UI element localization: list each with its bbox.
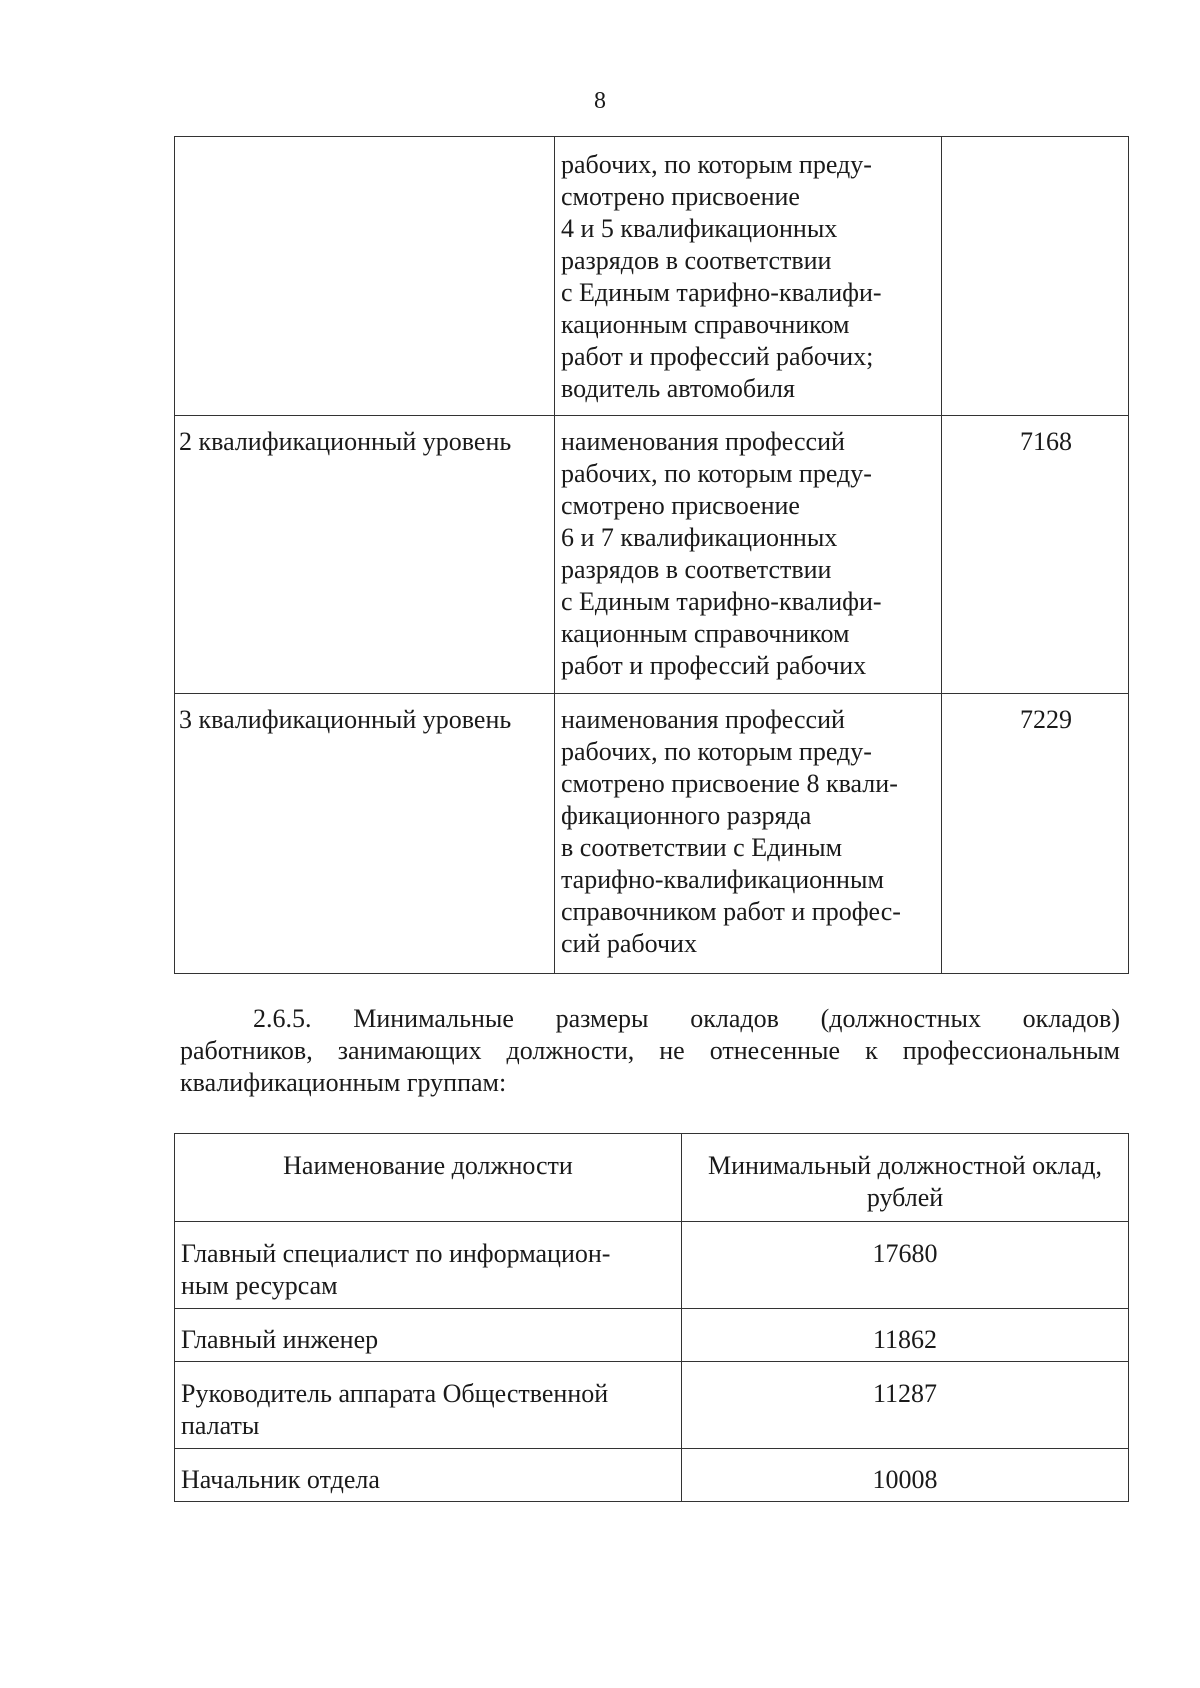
- description-line: наименования профессий: [561, 427, 845, 456]
- description-line: водитель автомобиля: [561, 374, 795, 403]
- description-line: работ и профессий рабочих;: [561, 342, 874, 371]
- salary-cell: 11287: [682, 1362, 1129, 1449]
- header-line: Минимальный должностной оклад,: [707, 1151, 1103, 1180]
- description-line: справочником работ и профес-: [561, 897, 901, 926]
- paragraph-line: работников, занимающих должности, не отнесенные к профессиональным: [180, 1036, 1120, 1065]
- header-line: рублей: [866, 1183, 944, 1212]
- position-cell: [175, 1362, 682, 1449]
- paragraph-line: квалификационным группам:: [180, 1068, 507, 1097]
- description-line: 4 и 5 квалификационных: [561, 214, 838, 243]
- description-line: с Единым тарифно-квалифи-: [561, 587, 882, 616]
- description-line: работ и профессий рабочих: [561, 651, 867, 680]
- description-line: кационным справочником: [561, 310, 850, 339]
- table-row: [175, 1449, 1129, 1502]
- description-line: наименования профессий: [561, 705, 845, 734]
- salary-cell: 10008: [682, 1449, 1129, 1502]
- section-paragraph: [180, 1003, 1120, 1099]
- position-line: палаты: [181, 1411, 260, 1440]
- table-row: [175, 416, 1129, 694]
- description-line: разрядов в соответствии: [561, 555, 832, 584]
- salary-cell: [942, 694, 1129, 974]
- description-line: в соответствии с Единым: [561, 833, 843, 862]
- table-row: [175, 1222, 1129, 1309]
- salary-value: 7229: [1020, 705, 1072, 734]
- qualification-levels-table: [174, 136, 1129, 974]
- table-row: [175, 1362, 1129, 1449]
- description-line: фикационного разряда: [561, 801, 812, 830]
- description-line: смотрено присвоение: [561, 491, 800, 520]
- description-line: кационным справочником: [561, 619, 850, 648]
- description-line: смотрено присвоение 8 квали-: [561, 769, 898, 798]
- description-line: рабочих, по которым преду-: [561, 737, 872, 766]
- description-line: тарифно-квалификационным: [561, 865, 884, 894]
- description-line: с Единым тарифно-квалифи-: [561, 278, 882, 307]
- salary-cell: 17680: [682, 1222, 1129, 1309]
- position-column-header: Наименование должности: [175, 1134, 682, 1222]
- qualification-level-cell: [175, 137, 555, 416]
- position-line: Руководитель аппарата Общественной: [181, 1379, 609, 1408]
- qualification-level-cell: 2 квалификационный уровень: [175, 416, 555, 694]
- table-header-row: [175, 1134, 1129, 1222]
- position-cell: [175, 1309, 682, 1362]
- profession-description-cell: [555, 694, 942, 974]
- qualification-level-cell: 3 квалификационный уровень: [175, 694, 555, 974]
- page-number: 8: [594, 88, 606, 114]
- description-line: сий рабочих: [561, 929, 697, 958]
- table-row: [175, 694, 1129, 974]
- description-line: рабочих, по которым преду-: [561, 150, 872, 179]
- salary-cell: [942, 137, 1129, 416]
- table-row: [175, 137, 1129, 416]
- position-line: Главный инженер: [181, 1325, 379, 1354]
- position-line: ным ресурсам: [181, 1271, 338, 1300]
- profession-description-cell: [555, 137, 942, 416]
- position-cell: [175, 1449, 682, 1502]
- position-line: Главный специалист по информацион-: [181, 1239, 611, 1268]
- salary-cell: 11862: [682, 1309, 1129, 1362]
- description-line: рабочих, по которым преду-: [561, 459, 872, 488]
- table-row: [175, 1309, 1129, 1362]
- description-line: 6 и 7 квалификационных: [561, 523, 838, 552]
- positions-salary-table: [174, 1133, 1129, 1502]
- description-line: разрядов в соответствии: [561, 246, 832, 275]
- description-line: смотрено присвоение: [561, 182, 800, 211]
- profession-description-cell: [555, 416, 942, 694]
- salary-value: 7168: [1020, 427, 1072, 456]
- salary-cell: [942, 416, 1129, 694]
- paragraph-line: 2.6.5. Минимальные размеры окладов (должностных окладов): [253, 1004, 1120, 1033]
- position-cell: [175, 1222, 682, 1309]
- position-line: Начальник отдела: [181, 1465, 380, 1494]
- salary-column-header: [682, 1134, 1129, 1222]
